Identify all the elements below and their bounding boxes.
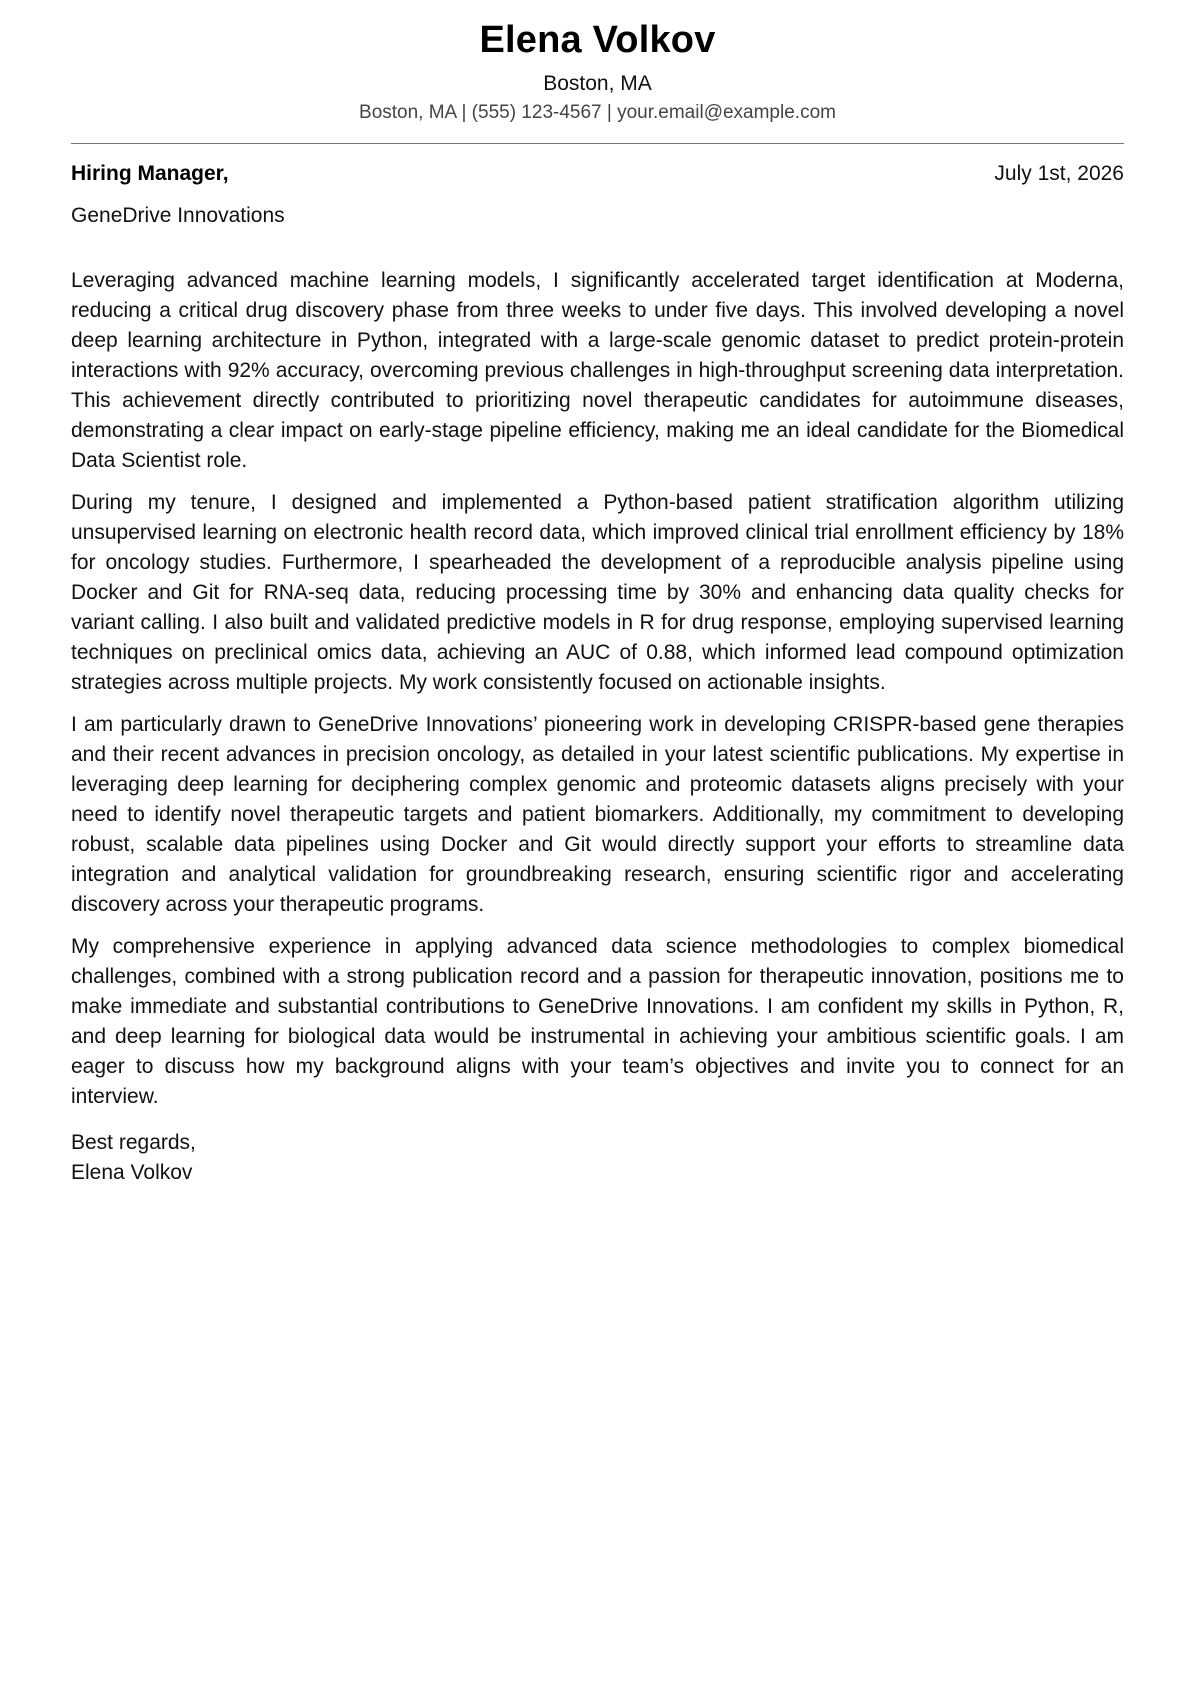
closing-block bbox=[71, 1128, 1124, 1188]
header-divider bbox=[71, 143, 1124, 144]
letter-body bbox=[71, 266, 1124, 1112]
recipient-date-row bbox=[71, 160, 1124, 188]
company-name: GeneDrive Innovations bbox=[71, 204, 285, 227]
body-paragraph: Leveraging advanced machine learning models, I significantly accelerated target identification at Moderna, reducing a critical drug discovery phase from three weeks to under five days. This involved developing a novel deep learning architecture in Python, integrated with a large-scale genomic dataset to predict protein-protein interactions with 92% accuracy, overcoming previous challenges in high-throughput screening data interpretation. This achievement directly contributed to prioritizing novel therapeutic candidates for autoimmune diseases, demonstrating a clear impact on early-stage pipeline efficiency, making me an ideal candidate for the Biomedical Data Scientist role. bbox=[71, 269, 1124, 472]
contact-line: Boston, MA | (555) 123-4567 | your.email@example.com bbox=[359, 102, 836, 123]
signature-name: Elena Volkov bbox=[71, 1161, 193, 1184]
recipient-greeting: Hiring Manager, bbox=[71, 162, 229, 185]
body-paragraph: My comprehensive experience in applying advanced data science methodologies to complex biomedical challenges, combined with a strong publication record and a passion for therapeutic innovation, positions me to make immediate and substantial contributions to GeneDrive Innovations. I am confident my skills in Python, R, and deep learning for biological data would be instrumental in achieving your ambitious scientific goals. I am eager to discuss how my background aligns with your team’s objectives and invite you to connect for an interview. bbox=[71, 935, 1124, 1108]
cover-letter-page bbox=[71, 0, 1124, 1188]
closing-salutation: Best regards, bbox=[71, 1131, 196, 1154]
applicant-location: Boston, MA bbox=[543, 72, 652, 95]
letter-date: July 1st, 2026 bbox=[994, 162, 1124, 185]
body-paragraph: During my tenure, I designed and implemented a Python-based patient stratification algorithm utilizing unsupervised learning on electronic health record data, which improved clinical trial enrollment efficiency by 18% for oncology studies. Furthermore, I spearheaded the development of a reproducible analysis pipeline using Docker and Git for RNA-seq data, reducing processing time by 30% and enhancing data quality checks for variant calling. I also built and validated predictive models in R for drug response, employing supervised learning techniques on preclinical omics data, achieving an AUC of 0.88, which informed lead compound optimization strategies across multiple projects. My work consistently focused on actionable insights. bbox=[71, 491, 1124, 694]
applicant-name: Elena Volkov bbox=[479, 19, 716, 61]
body-paragraph: I am particularly drawn to GeneDrive Innovations’ pioneering work in developing CRISPR-based gene therapies and their recent advances in precision oncology, as detailed in your latest scientific publications. My expertise in leveraging deep learning for deciphering complex genomic and proteomic datasets aligns precisely with your need to identify novel therapeutic targets and patient biomarkers. Additionally, my commitment to developing robust, scalable data pipelines using Docker and Git would directly support your efforts to streamline data integration and analytical validation for groundbreaking research, ensuring scientific rigor and accelerating discovery across your therapeutic programs. bbox=[71, 713, 1124, 916]
